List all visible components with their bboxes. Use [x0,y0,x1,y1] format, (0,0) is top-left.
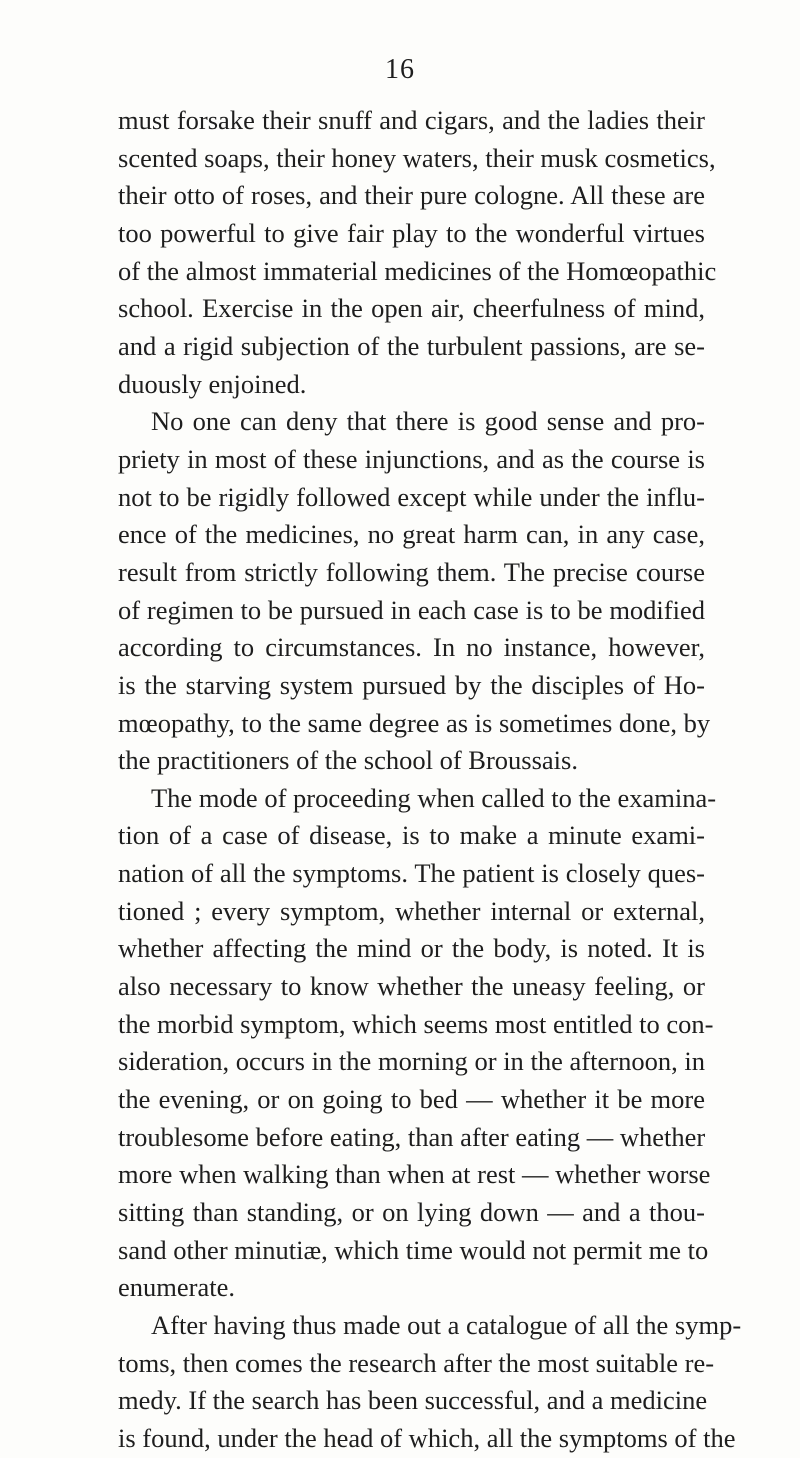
text-line: ence of the medicines, no great harm can, in any case, [118,519,705,550]
text-line: their otto of roses, and their pure cologne. All these are [118,180,705,211]
text-line: After having thus made out a catalogue of all the symp- [151,1310,742,1340]
text-line: tioned ; every symptom, whether internal or external, [118,895,705,926]
text-line: sitting than standing, or on lying down — and a thou- [118,1197,705,1228]
text-line: sideration, occurs in the morning or in the afternoon, in [118,1046,705,1077]
text-line: toms, then comes the research after the most suitable re- [118,1347,715,1378]
text-line: tion of a case of disease, is to make a minute exami- [118,820,705,851]
text-line: mœopathy, to the same degree as is sometimes done, by [118,707,711,738]
text-line: troublesome before eating, than after eating — whether [118,1121,706,1152]
text-line: the evening, or on going to bed — whether it be more [118,1084,705,1115]
text-line: the morbid symptom, which seems most entitled to con- [118,1008,714,1039]
text-line: The mode of proceeding when called to the examina- [151,782,717,813]
text-line: of regimen to be pursued in each case is to be modified [118,594,705,625]
text-line: scented soaps, their honey waters, their musk cosmetics, [118,142,716,173]
text-line: of the almost immaterial medicines of the Homœopathic [118,255,717,286]
text-line: must forsake their snuff and cigars, and the ladies their [118,105,705,135]
text-line: more when walking than when at rest — whether worse [118,1159,711,1190]
text-line: and a rigid subjection of the turbulent passions, are se- [118,330,705,361]
text-line: school. Exercise in the open air, cheerfulness of mind, [118,293,705,324]
text-line: result from strictly following them. The precise course [118,556,705,587]
text-line: nation of all the symptoms. The patient is closely ques- [118,858,705,889]
text-line: priety in most of these injunctions, and as the course is [118,443,705,474]
text-line: the practitioners of the school of Broussais. [118,745,578,776]
body-text [118,102,742,1458]
text-line: is found, under the head of which, all the symptoms of the [118,1422,736,1453]
text-line: is the starving system pursued by the disciples of Ho- [118,669,705,700]
text-line: enumerate. [118,1272,235,1303]
text-line: also necessary to know whether the uneasy feeling, or [118,971,705,1002]
text-line: according to circumstances. In no instance, however, [118,632,705,663]
page-number: 16 [385,54,415,85]
text-line: duously enjoined. [118,368,307,399]
text-line: sand other minutiæ, which time would not permit me to [118,1234,709,1265]
text-line: not to be rigidly followed except while under the influ- [118,481,705,512]
text-line: too powerful to give fair play to the wonderful virtues [118,217,705,248]
text-line: No one can deny that there is good sense and pro- [151,406,705,437]
text-line: medy. If the search has been successful, and a medicine [118,1385,708,1416]
text-line: whether affecting the mind or the body, is noted. It is [118,933,705,964]
